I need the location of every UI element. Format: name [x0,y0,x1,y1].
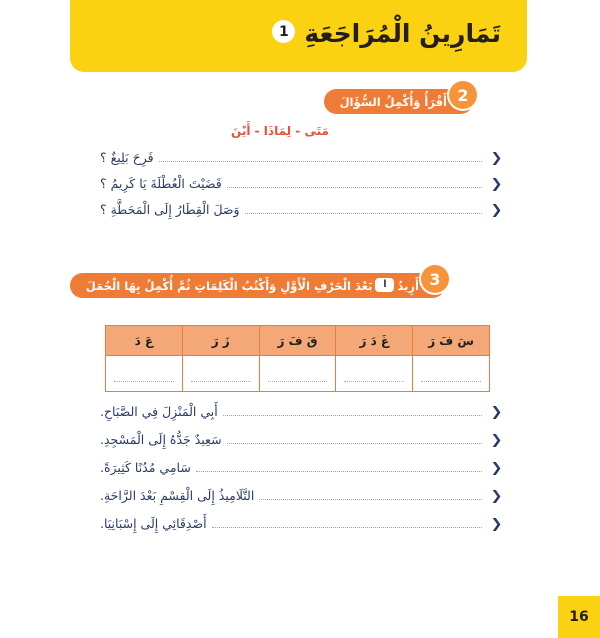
table-header-cell: زَ رَ [182,326,259,356]
exercise-2-hint-words: مَتَى - لِمَاذَا - أَيْنَ [231,124,329,138]
table-answer-cell[interactable] [106,356,183,392]
page-title-number: 1 [272,20,295,43]
chevron-left-icon: ❮ [490,203,503,218]
table-header-cell: عَ دَ [106,326,183,356]
question-text: فَرِحَ بَلِيغٌ ؟ [100,150,154,165]
answer-blank-line[interactable] [259,488,482,500]
question-row [0,202,600,228]
chevron-left-icon: ❮ [490,405,503,420]
answer-blank-line[interactable] [227,432,483,444]
chevron-left-icon: ❮ [490,489,503,504]
write-in-line [114,380,174,382]
sentence-row [0,488,600,516]
table-header-cell: قَ فَ رَ [259,326,336,356]
exercise-3-instruction-after: بَعْدَ الْحَرْفِ الْأَوَّلِ وَأَكْتُبُ الْكَلِمَاتِ ثُمَّ أُكْمِلُ بِهَا الْجُمَلَ [85,278,373,293]
exercise-2-header-wrap [324,85,473,115]
sentence-text: سَامِي مُدُنًا كَثِيرَةً. [100,460,191,475]
exercise-3-header-wrap [70,269,445,299]
exercise-3-instruction-before: أَزِيدُ [397,278,419,293]
answer-blank-line[interactable] [196,460,482,472]
exercise-3-sentence-list [0,404,600,544]
write-in-line [421,380,481,382]
sentence-text: التَّلَامِيذُ إِلَى الْقِسْمِ بَعْدَ الرَّاحَةِ. [100,488,255,503]
write-in-line [344,380,404,382]
chevron-left-icon: ❮ [490,433,503,448]
table-answer-cell[interactable] [182,356,259,392]
sentence-row [0,460,600,488]
exercise-2-header [324,85,473,115]
sentence-text: سَعِيدٌ جَدُّهُ إِلَى الْمَسْجِدِ. [100,432,222,447]
word-building-table [105,325,490,392]
page-number: 16 [558,596,600,638]
sentence-text: أَبِي الْمَنْزِلَ فِي الصَّبَاحِ. [100,404,218,419]
chevron-left-icon: ❮ [490,177,503,192]
table-row [106,356,490,392]
sentence-text: أَصْدِقَائِي إِلَى إِسْبَانِيَا. [100,516,207,531]
page-title-banner [70,0,527,72]
exercise-3-instruction-pill [70,273,445,298]
table-answer-cell[interactable] [259,356,336,392]
exercise-3-header [70,269,445,299]
answer-blank-line[interactable] [223,404,482,416]
exercise-3-number-badge: 3 [421,265,449,293]
chevron-left-icon: ❮ [490,517,503,532]
chevron-left-icon: ❮ [490,461,503,476]
table-header-cell: سَ فَ رَ [413,326,490,356]
answer-blank-line[interactable] [212,516,483,528]
exercise-2-question-list [0,150,600,228]
table-header-row [106,326,490,356]
exercise-2-instruction-text: أَقْرَأُ وَأُكْمِلُ السُّؤَالَ [339,94,447,109]
answer-blank-line[interactable] [159,150,483,162]
question-text: وَصَلَ الْقِطَارُ إِلَى الْمَحَطَّةِ ؟ [100,202,240,217]
page-title [272,19,501,54]
exercise-2-number-badge: 2 [449,81,477,109]
page-title-label: تَمَارِينُ الْمُرَاجَعَةِ [304,18,501,48]
sentence-row [0,404,600,432]
exercise-3-letter-chip: ا [375,278,394,292]
sentence-row [0,516,600,544]
write-in-line [268,380,328,382]
table-answer-cell[interactable] [336,356,413,392]
answer-blank-line[interactable] [245,202,483,214]
table-header-cell: غَ دَ رَ [336,326,413,356]
question-row [0,150,600,176]
question-text: قَضَيْتَ الْعُطْلَةَ يَا كَرِيمُ ؟ [100,176,222,191]
table-answer-cell[interactable] [413,356,490,392]
question-row [0,176,600,202]
sentence-row [0,432,600,460]
answer-blank-line[interactable] [227,176,482,188]
chevron-left-icon: ❮ [490,151,503,166]
write-in-line [191,380,251,382]
